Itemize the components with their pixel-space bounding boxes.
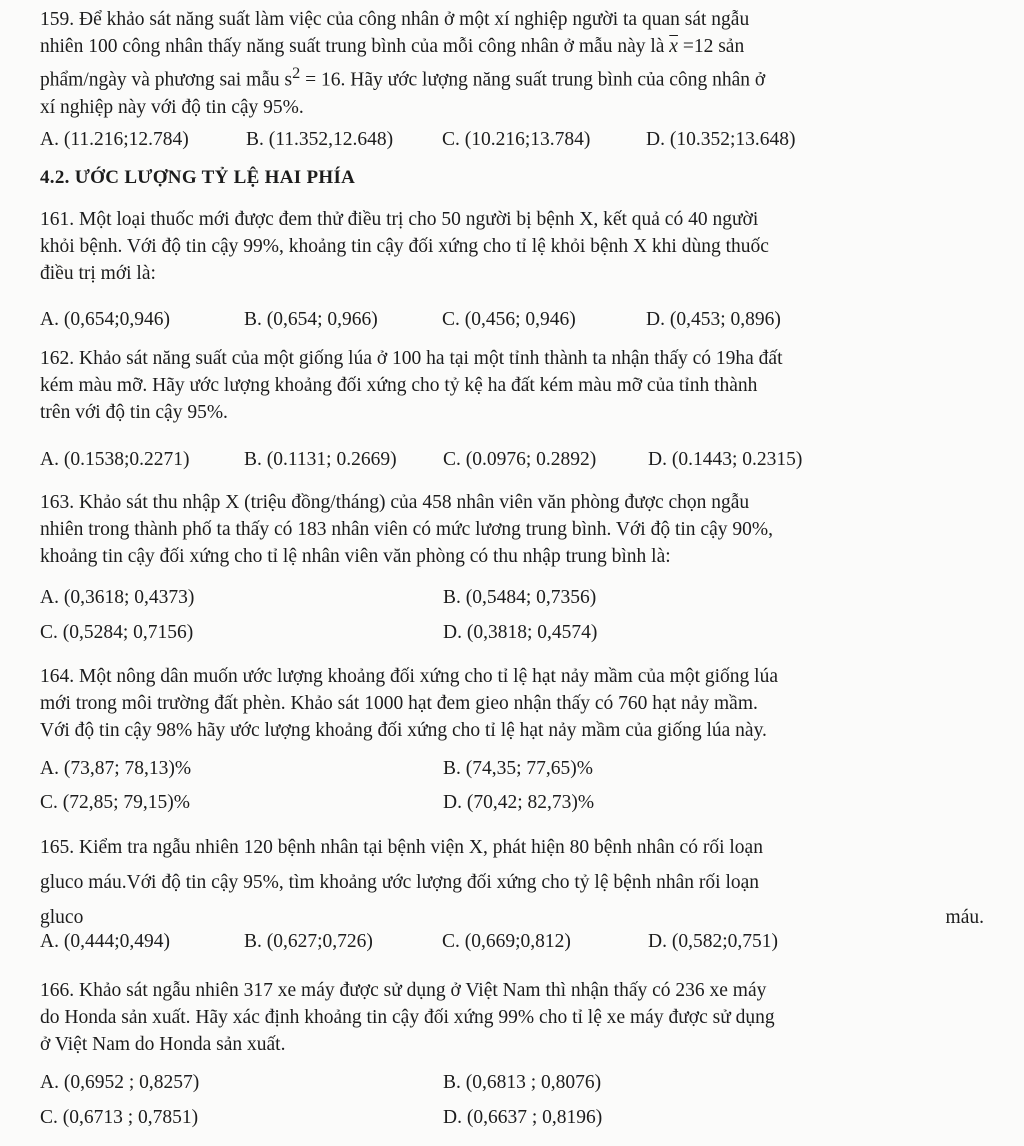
- section-heading: 4.2. ƯỚC LƯỢNG TỶ LỆ HAI PHÍA: [40, 167, 356, 188]
- option-d: D. (0.1443; 0.2315): [648, 449, 803, 470]
- answer-options-161: [40, 309, 1000, 335]
- question-text-line: do Honda sản xuất. Hãy xác định khoảng tin cậy đối xứng 99% cho tỉ lệ xe máy được sử dụng: [40, 1007, 775, 1028]
- answer-options-165: [40, 931, 1000, 957]
- option-c: C. (0,6713 ; 0,7851): [40, 1107, 199, 1128]
- option-a: A. (0,6952 ; 0,8257): [40, 1072, 200, 1093]
- question-text-line: nhiên 100 công nhân thấy năng suất trung bình của mỗi công nhân ở mẫu này là $\overline{x} =12$ sản: [40, 36, 745, 57]
- x-bar-symbol: $\overline{x}$: [669, 36, 678, 57]
- option-c: C. (10.216;13.784): [442, 129, 591, 150]
- question-text-line: 162. Khảo sát năng suất của một giống lúa ở 100 ha tại một tỉnh thành ta nhận thấy có 19ha đất: [40, 348, 783, 369]
- option-b: B. (0,6813 ; 0,8076): [443, 1072, 602, 1093]
- question-text-line: ở Việt Nam do Honda sản xuất.: [40, 1034, 286, 1055]
- option-b: B. (0,627;0,726): [244, 931, 373, 952]
- question-text-line: 164. Một nông dân muốn ước lượng khoảng đối xứng cho tỉ lệ hạt nảy mầm của một giống lúa: [40, 666, 778, 687]
- option-b: B. (74,35; 77,65)%: [443, 758, 594, 779]
- question-162: [40, 345, 990, 426]
- option-a: A. (11.216;12.784): [40, 129, 189, 150]
- answer-options-166-row2: [40, 1107, 1000, 1133]
- answer-options-163-row2: [40, 622, 1000, 648]
- option-c: C. (0.0976; 0.2892): [443, 449, 597, 470]
- question-159: [40, 6, 990, 121]
- question-text-line: mới trong môi trường đất phèn. Khảo sát 1000 hạt đem gieo nhận thấy có 760 hạt nảy mầm.: [40, 693, 758, 714]
- question-text-line: 165. Kiểm tra ngẫu nhiên 120 bệnh nhân tại bệnh viện X, phát hiện 80 bệnh nhân có rối loạn: [40, 837, 763, 858]
- question-text-line: khỏi bệnh. Với độ tin cậy 99%, khoảng tin cậy đối xứng cho tỉ lệ khỏi bệnh X khi dùng thuốc: [40, 236, 769, 257]
- question-text-line: trên với độ tin cậy 95%.: [40, 402, 228, 423]
- question-text-line: kém màu mỡ. Hãy ước lượng khoảng đối xứng cho tỷ kệ ha đất kém màu mỡ của tỉnh thành: [40, 375, 758, 396]
- option-d: D. (0,3818; 0,4574): [443, 622, 598, 643]
- option-c: C. (0,669;0,812): [442, 931, 571, 952]
- option-d: D. (10.352;13.648): [646, 129, 796, 150]
- question-166: [40, 977, 990, 1058]
- option-b: B. (0.1131; 0.2669): [244, 449, 397, 470]
- question-text-line: gluco máu.: [40, 907, 984, 928]
- option-c: C. (0,456; 0,946): [442, 309, 576, 330]
- question-text-line: 161. Một loại thuốc mới được đem thử điều trị cho 50 người bị bệnh X, kết quả có 40 người: [40, 209, 759, 230]
- option-a: A. (73,87; 78,13)%: [40, 758, 192, 779]
- question-text-line: điều trị mới là:: [40, 263, 156, 284]
- superscript: 2: [292, 64, 301, 82]
- question-161: [40, 206, 990, 287]
- option-a: A. (0,654;0,946): [40, 309, 170, 330]
- question-text-line: nhiên trong thành phố ta thấy có 183 nhân viên có mức lương trung bình. Với độ tin cậy 90%,: [40, 519, 773, 540]
- question-164: [40, 663, 990, 744]
- option-c: C. (72,85; 79,15)%: [40, 792, 191, 813]
- option-b: B. (0,5484; 0,7356): [443, 587, 597, 608]
- question-text-line: Với độ tin cậy 98% hãy ước lượng khoảng đối xứng cho tỉ lệ hạt nảy mầm của giống lúa này.: [40, 720, 767, 741]
- option-d: D. (0,582;0,751): [648, 931, 778, 952]
- question-165: [40, 830, 990, 935]
- option-a: A. (0,444;0,494): [40, 931, 170, 952]
- option-d: D. (0,453; 0,896): [646, 309, 781, 330]
- answer-options-163-row1: [40, 587, 1000, 613]
- option-a: A. (0,3618; 0,4373): [40, 587, 195, 608]
- option-d: D. (70,42; 82,73)%: [443, 792, 595, 813]
- question-text-line: khoảng tin cậy đối xứng cho tỉ lệ nhân viên văn phòng có thu nhập trung bình là:: [40, 546, 671, 567]
- question-text-line: xí nghiệp này với độ tin cậy 95%.: [40, 96, 304, 118]
- answer-options-164-row2: [40, 792, 1000, 818]
- option-d: D. (0,6637 ; 0,8196): [443, 1107, 603, 1128]
- question-text-line: 166. Khảo sát ngẫu nhiên 317 xe máy được sử dụng ở Việt Nam thì nhận thấy có 236 xe máy: [40, 980, 767, 1001]
- option-a: A. (0.1538;0.2271): [40, 449, 190, 470]
- option-b: B. (0,654; 0,966): [244, 309, 378, 330]
- question-text-line: gluco máu.Với độ tin cậy 95%, tìm khoảng ước lượng đối xứng cho tỷ lệ bệnh nhân rối loạn: [40, 872, 760, 893]
- option-c: C. (0,5284; 0,7156): [40, 622, 194, 643]
- question-text-line: 163. Khảo sát thu nhập X (triệu đồng/tháng) của 458 nhân viên văn phòng được chọn ngẫu: [40, 492, 750, 513]
- answer-options-162: [40, 449, 1000, 475]
- question-text-line: 159. Để khảo sát năng suất làm việc của công nhân ở một xí nghiệp người ta quan sát ngẫu: [40, 9, 750, 30]
- question-text-line: phẩm/ngày và phương sai mẫu $s^2 = 16$. Hãy ước lượng năng suất trung bình của công nhân ở: [40, 64, 766, 91]
- answer-options-166-row1: [40, 1072, 1000, 1098]
- option-b: B. (11.352,12.648): [246, 129, 394, 150]
- answer-options-164-row1: [40, 758, 1000, 784]
- question-163: [40, 489, 990, 570]
- answer-options-159: [40, 129, 1000, 155]
